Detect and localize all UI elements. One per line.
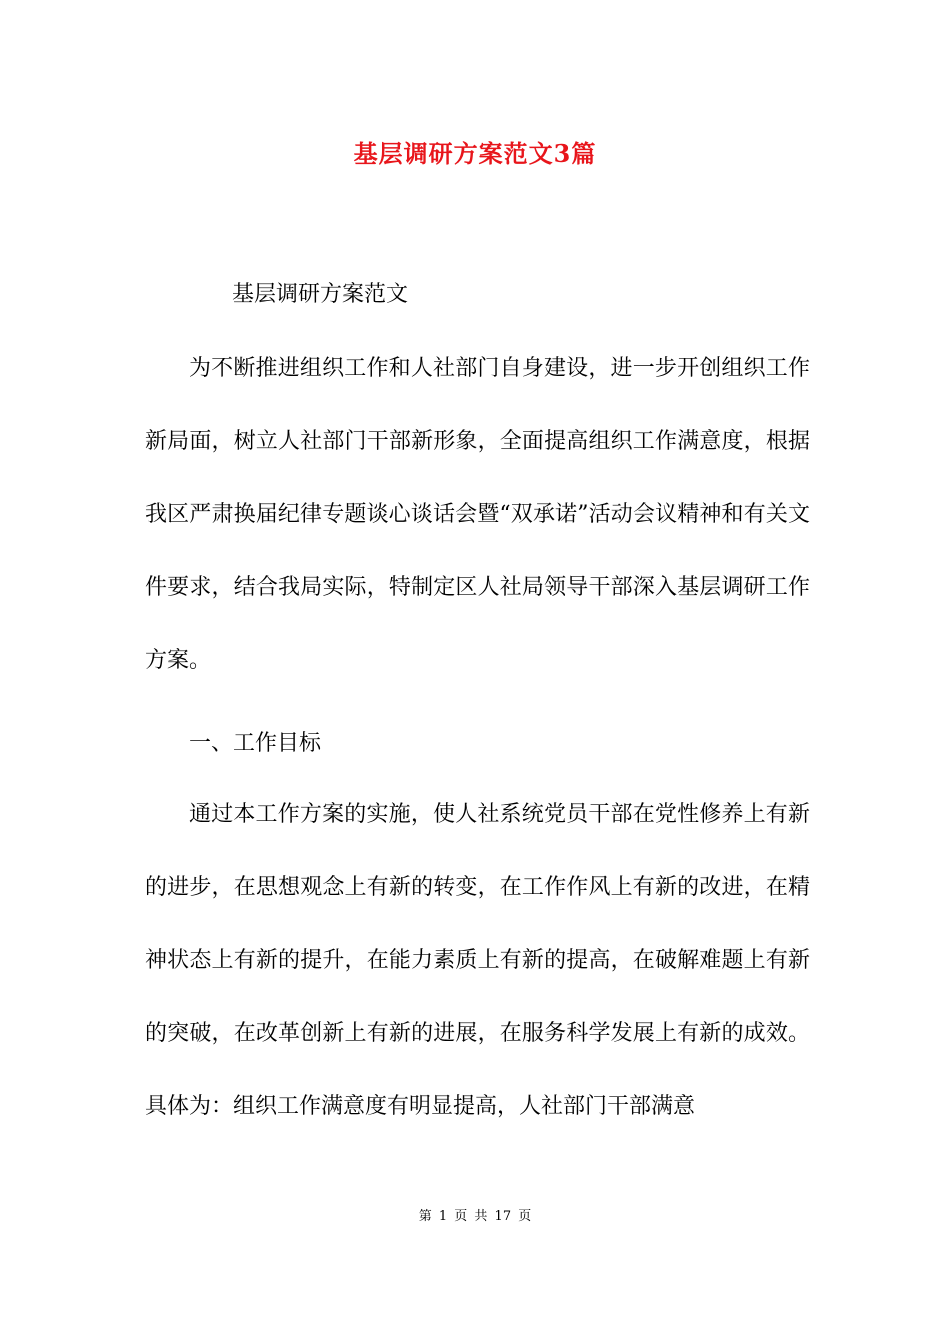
document-title: 基层调研方案范文3篇 <box>353 139 597 168</box>
paragraph-intro: 为不断推进组织工作和人社部门自身建设，进一步开创组织工作新局面，树立人社部门干部新形象，全面提高组织工作满意度，根据我区严肃换届纪律专题谈心谈话会暨“双承诺”活动会议精神和有关文件要求，结合我局实际，特制定区人社局领导干部深入基层调研工作方案。 <box>145 356 810 673</box>
paragraph-goals: 通过本工作方案的实施，使人社系统党员干部在党性修养上有新的进步，在思想观念上有新的转变，在工作作风上有新的改进，在精神状态上有新的提升，在能力素质上有新的提高，在破解难题上有新的突破，在改革创新上有新的进展，在服务科学发展上有新的成效。具体为：组织工作满意度有明显提高，人社部门干部满意 <box>145 802 810 1119</box>
section-heading: 一、工作目标 <box>189 731 322 756</box>
page-footer: 第 1 页 共 17 页 <box>418 1209 532 1224</box>
document-subtitle: 基层调研方案范文 <box>232 282 409 307</box>
